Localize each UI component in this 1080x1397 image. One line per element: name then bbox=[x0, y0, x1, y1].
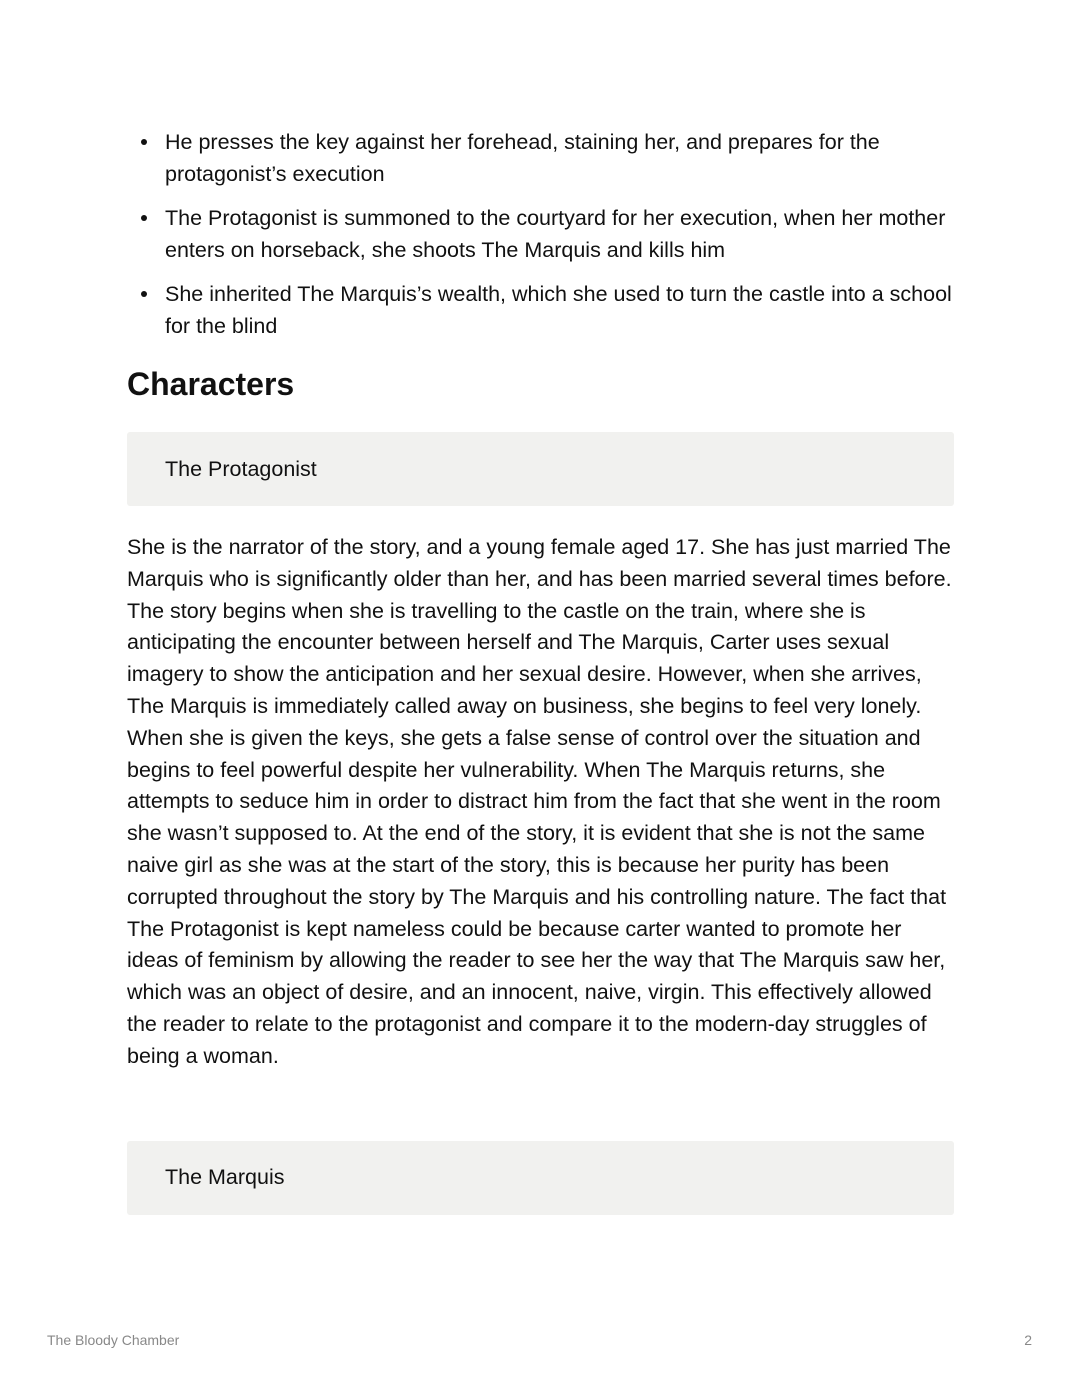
character-callout bbox=[127, 432, 954, 506]
footer-title: The Bloody Chamber bbox=[47, 1332, 180, 1348]
section-heading: Characters bbox=[127, 366, 295, 402]
bullet-icon bbox=[141, 139, 147, 145]
character-name: The Protagonist bbox=[165, 456, 317, 481]
character-description: She is the narrator of the story, and a young female aged 17. She has just married The Marquis who is significantly older than her, and has been married several times before. The story begins when she is travelling to the castle on the train, where she is anticipating the encounter between herself and The Marquis, Carter uses sexual imagery to show the anticipation and her sexual desire. However, when she arrives, The Marquis is immediately called away on business, she begins to feel very lonely. When she is given the keys, she gets a false sense of control over the situation and begins to feel powerful despite her vulnerability. When The Marquis returns, she attempts to seduce him in order to distract him from the fact that she went in the room she wasn’t supposed to. At the end of the story, it is evident that she is not the same naive girl as she was at the start of the story, this is because her purity has been corrupted throughout the story by The Marquis and his controlling nature. The fact that The Protagonist is kept nameless could be because carter wanted to promote her ideas of feminism by allowing the reader to see her the way that The Marquis saw her, which was an object of desire, and an innocent, naive, virgin. This effectively allowed the reader to relate to the protagonist and compare it to the modern-day struggles of being a woman. bbox=[127, 535, 952, 1068]
list-item bbox=[165, 126, 957, 190]
bullet-icon bbox=[141, 215, 147, 221]
character-callout bbox=[127, 1141, 954, 1215]
page-number: 2 bbox=[1024, 1332, 1032, 1348]
list-item-text: She inherited The Marquis’s wealth, which she used to turn the castle into a school for the blind bbox=[165, 282, 952, 338]
list-item-text: The Protagonist is summoned to the courtyard for her execution, when her mother enters on horseback, she shoots The Marquis and kills him bbox=[165, 206, 946, 262]
bullet-icon bbox=[141, 291, 147, 297]
character-name: The Marquis bbox=[165, 1165, 285, 1190]
list-item-text: He presses the key against her forehead, staining her, and prepares for the protagonist’s execution bbox=[165, 130, 880, 186]
list-item bbox=[165, 278, 957, 342]
list-item bbox=[165, 202, 957, 266]
bullet-list bbox=[127, 126, 957, 342]
page-content bbox=[127, 126, 957, 1215]
